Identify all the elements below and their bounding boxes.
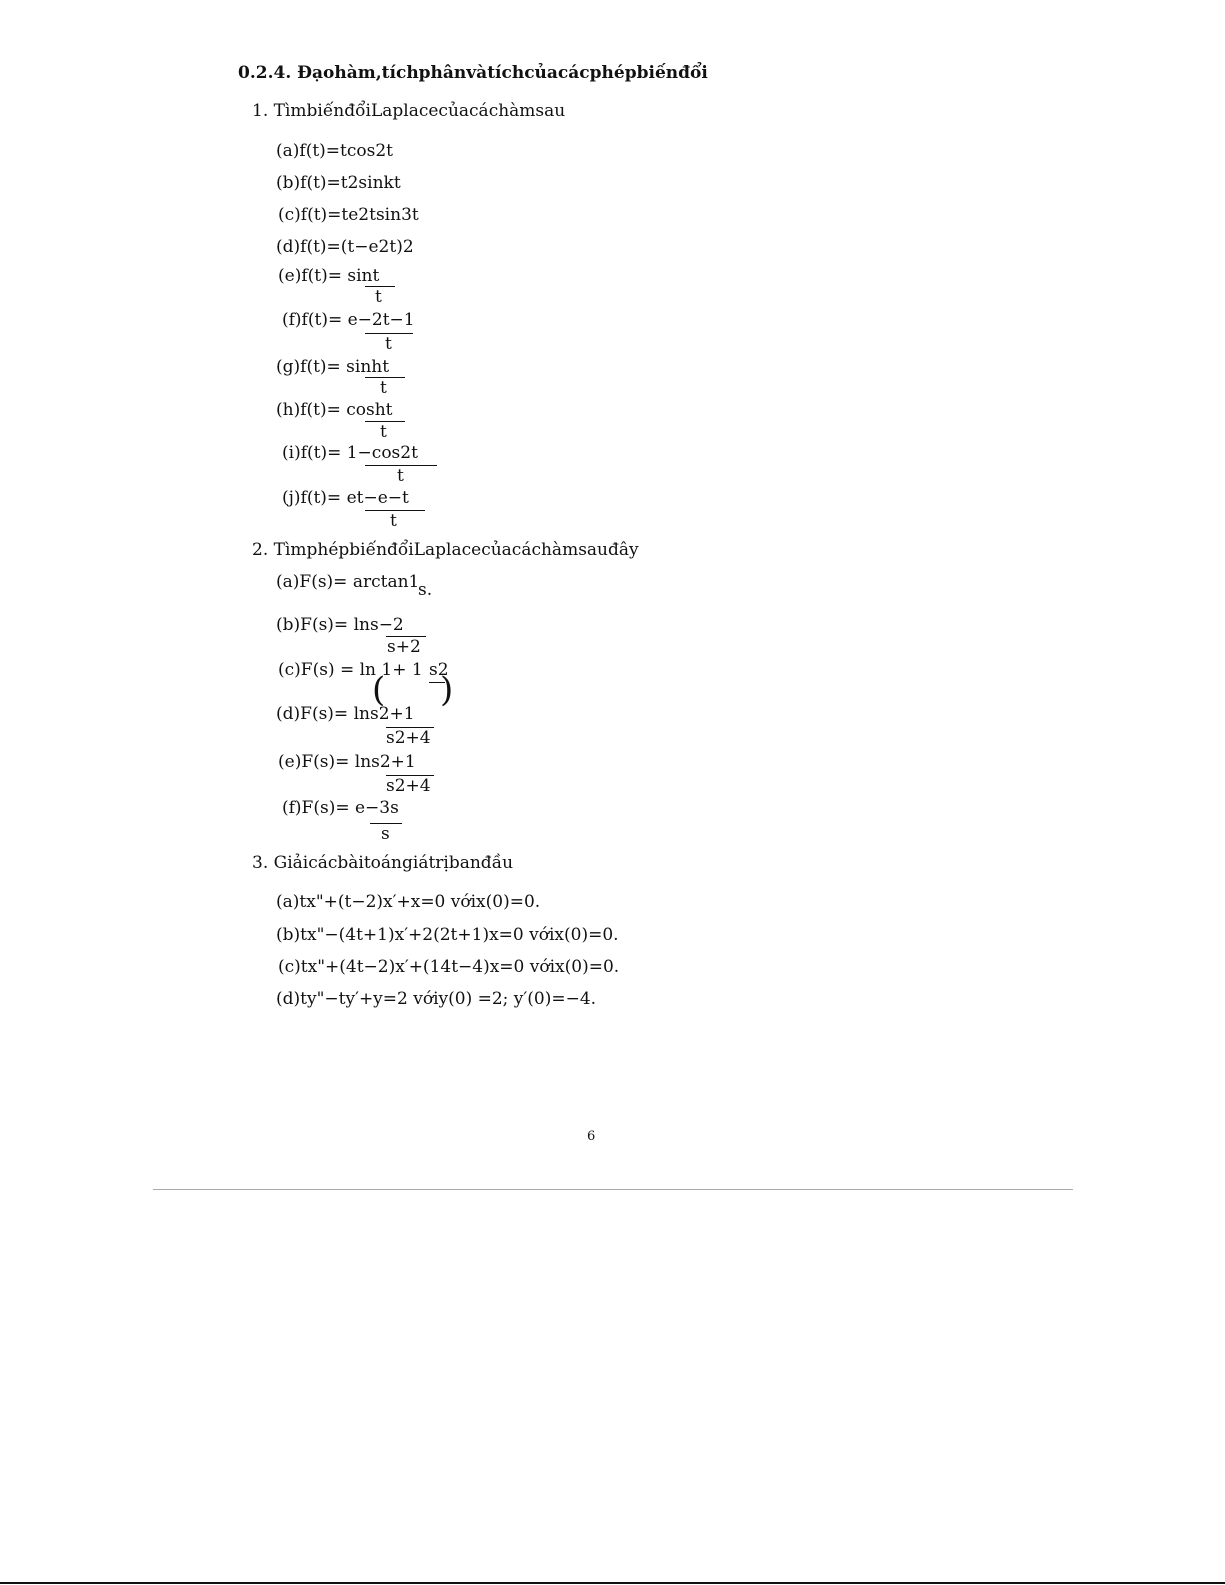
p2-item-f: (f)F(s)= e−3s	[282, 798, 399, 818]
p2-item-a: (a)F(s)= arctan1	[276, 572, 420, 592]
p3-item-c: (c)tx"+(4t−2)x′+(14t−4)x=0 vớix(0)=0.	[278, 957, 620, 977]
page-number: 6	[587, 1129, 596, 1144]
p1-item-c: (c)f(t)=te2tsin3t	[278, 205, 419, 225]
p2-item-e: (e)F(s)= lns2+1	[278, 752, 416, 772]
bottom-border	[0, 1582, 1225, 1584]
section-title: 0.2.4. Đạohàm,tíchphânvàtíchcủacácphépbiếnđổi	[238, 63, 708, 83]
left-paren-icon: (	[372, 670, 386, 710]
p2-item-c: (c)F(s) = ln 1+ 1	[278, 660, 423, 680]
p1-item-f: (f)f(t)= e−2t−1	[282, 310, 415, 330]
problem-1-title: 1. TìmbiếnđổiLaplacecủacáchàmsau	[252, 101, 566, 121]
p1-item-g-denominator: t	[380, 378, 387, 398]
p2-item-a-tail: s.	[418, 580, 433, 600]
p1-item-a: (a)f(t)=tcos2t	[276, 141, 393, 161]
p1-item-h: (h)f(t)= cosht	[276, 400, 393, 420]
page-divider	[153, 1189, 1073, 1190]
p1-item-e-denominator: t	[375, 287, 382, 307]
p2-item-b: (b)F(s)= lns−2	[276, 615, 404, 635]
p1-item-j: (j)f(t)= et−e−t	[282, 488, 409, 508]
p2-item-f-denominator: s	[381, 824, 390, 844]
right-paren-icon: )	[440, 670, 454, 710]
p2-item-b-denominator: s+2	[387, 637, 421, 657]
p1-item-j-denominator: t	[390, 511, 397, 531]
p2-item-d-denominator: s2+4	[386, 728, 431, 748]
p3-item-b: (b)tx"−(4t+1)x′+2(2t+1)x=0 vớix(0)=0.	[276, 925, 619, 945]
problem-2-title: 2. TìmphépbiếnđổiLaplacecủacáchàmsauđây	[252, 540, 639, 560]
p1-item-b: (b)f(t)=t2sinkt	[276, 173, 401, 193]
p1-item-g: (g)f(t)= sinht	[276, 357, 390, 377]
p3-item-a: (a)tx"+(t−2)x′+x=0 vớix(0)=0.	[276, 892, 541, 912]
problem-3-title: 3. Giảicácbàitoángiátrịbanđầu	[252, 853, 514, 873]
p2-item-d: (d)F(s)= lns2+1	[276, 704, 415, 724]
p2-item-c-tail: s2	[429, 660, 449, 680]
p1-item-e: (e)f(t)= sint	[278, 266, 380, 286]
p2-item-e-denominator: s2+4	[386, 776, 431, 796]
p1-item-i-denominator: t	[397, 466, 404, 486]
p1-item-h-denominator: t	[380, 422, 387, 442]
p1-item-i: (i)f(t)= 1−cos2t	[282, 443, 418, 463]
p3-item-d: (d)ty"−ty′+y=2 vớiy(0) =2; y′(0)=−4.	[276, 989, 597, 1009]
p1-item-d: (d)f(t)=(t−e2t)2	[276, 237, 414, 257]
p1-item-f-denominator: t	[385, 334, 392, 354]
